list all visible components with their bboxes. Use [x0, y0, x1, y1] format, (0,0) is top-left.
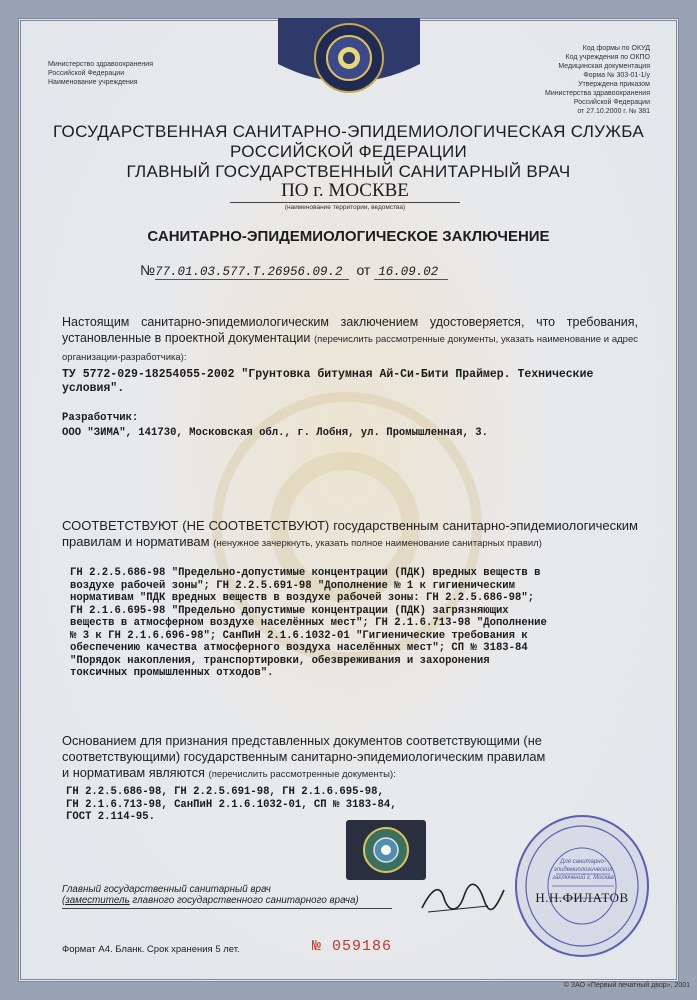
emblem-logo [278, 18, 420, 96]
ministry-line-1: Министерство здравоохранения [48, 61, 153, 68]
intro-note: (перечислить рассмотренные документы, указать наименование и адрес организации-разработчика): [62, 334, 639, 363]
header-right [520, 44, 650, 116]
printer-credit: © ЗАО «Первый печатный двор», 2001 [563, 982, 690, 989]
federation-line: Российской Федерации [573, 99, 650, 106]
number-row [140, 262, 580, 279]
handwritten-signature [418, 878, 508, 918]
signature-line [62, 908, 392, 909]
basis-line-2: соответствующими) государственным санитарно-эпидемиологическим правилам [62, 749, 546, 764]
certificate-date: 16.09.02 [374, 265, 448, 280]
hologram-icon [346, 820, 426, 880]
title-line-1: ГОСУДАРСТВЕННАЯ САНИТАРНО-ЭПИДЕМИОЛОГИЧЕСКАЯ СЛУЖБА [53, 122, 644, 141]
document-title: САНИТАРНО-ЭПИДЕМИОЛОГИЧЕСКОЕ ЗАКЛЮЧЕНИЕ [147, 228, 550, 245]
number-prefix: № [140, 262, 156, 278]
norms-line: "Порядок накопления, транспортировки, обезвреживания и захоронения [70, 654, 490, 667]
ministry-line: Министерства здравоохранения [545, 90, 650, 97]
norms-line: № 3 к ГН 2.1.6.696-98"; СанПиН 2.1.6.1032-01 "Гигиенические требования к [70, 629, 528, 642]
institution-label: Наименование учреждения [48, 79, 138, 86]
approved-line: Утверждена приказом [578, 81, 650, 88]
header-left [48, 60, 198, 87]
date-prefix: от [356, 262, 371, 278]
norms-line: веществ в атмосферном воздухе населённых мест"; ГН 2.1.6.713-98 "Дополнение [70, 617, 547, 629]
order-date-line: от 27.10.2000 г. № 381 [577, 108, 650, 115]
basis-line-3: и нормативам являются [62, 765, 205, 780]
basis-item: ГН 2.1.6.713-98, СанПиН 2.1.6.1032-01, СП № 3183-84, [66, 798, 397, 811]
footer-format: Формат А4. Бланк. Срок хранения 5 лет. [62, 944, 240, 955]
med-doc-line: Медицинская документация [558, 63, 650, 70]
norms-line: нормативам "ПДК вредных веществ в воздухе рабочей зоны: ГН 2.2.5.686-98"; [70, 592, 535, 604]
title-line-2: РОССИЙСКОЙ ФЕДЕРАЦИИ [229, 142, 467, 161]
basis-item: ГОСТ 2.114-95. [66, 811, 156, 823]
serial-number [312, 938, 462, 955]
territory [230, 180, 460, 212]
intro-paragraph [62, 314, 638, 366]
basis-line-1: Основанием для признания представленных документов соответствующими (не [62, 733, 542, 748]
norms-line: токсичных промышленных отходов". [70, 667, 274, 679]
certificate-number: 77.01.03.577.Т.26956.09.2 [155, 265, 349, 280]
developer-info: ООО "ЗИМА", 141730, Московская обл., г. Лобня, ул. Промышленная, 3. [62, 427, 488, 439]
form-code-line: Код формы по ОКУД [582, 45, 650, 52]
basis-note: (перечислить рассмотренные документы): [208, 769, 396, 780]
stamp-text: Для санитарно-эпидемиологических заключений г. Москва [552, 859, 614, 881]
signature-caption [62, 884, 392, 906]
conformity-paragraph [62, 518, 638, 552]
norms-line: воздухе рабочей зоны"; ГН 2.2.5.691-98 "Дополнение № 1 к гигиеническим [70, 579, 516, 592]
basis-item: ГН 2.2.5.686-98, ГН 2.2.5.691-98, ГН 2.1.6.695-98, [66, 786, 384, 798]
serial-prefix: № [312, 938, 323, 955]
form-number-line: Форма № 303-01-1/у [583, 72, 650, 79]
deputy-label-rest: главного государственного санитарного врача) [129, 895, 359, 906]
intro-main: Настоящим санитарно-эпидемиологическим заключением удостоверяется, что требования, установленные в проектной документации [62, 315, 638, 345]
norms-line: обеспечению качества атмосферного воздуха населённых мест"; СП № 3183-84 [70, 642, 528, 654]
basis-paragraph [62, 733, 642, 783]
official-stamp [512, 812, 652, 960]
ministry-line-2: Российской Федерации [48, 70, 125, 77]
norms-line: ГН 2.2.5.686-98 "Предельно-допустимые концентрации (ПДК) вредных веществ в [70, 567, 541, 579]
conformity-note: (ненужное зачеркнуть, указать полное наименование санитарных правил) [213, 538, 542, 549]
territory-name: ПО г. МОСКВЕ [230, 180, 460, 203]
title-block [40, 122, 657, 182]
document-name: ТУ 5772-029-18254055-2002 "Грунтовка битумная Ай-Си-Бити Праймер. Технические условия". [62, 368, 594, 395]
norms-list [70, 567, 636, 680]
okpo-line: Код учреждения по ОКПО [565, 54, 650, 61]
serial-value: 059186 [332, 938, 393, 955]
developer-label: Разработчик: [62, 412, 139, 424]
conformity-main: СООТВЕТСТВУЮТ (НЕ СООТВЕТСТВУЮТ) государственным санитарно-эпидемиологическим правилам и нормативам [62, 518, 638, 549]
norms-line: ГН 2.1.6.695-98 "Предельно допустимые концентрации (ПДК) загрязняющих [70, 604, 509, 617]
territory-note: (наименование территории, ведомства) [284, 204, 406, 211]
title-line-3: ГЛАВНЫЙ ГОСУДАРСТВЕННЫЙ САНИТАРНЫЙ ВРАЧ [126, 162, 571, 181]
signer-name: Н.Н.ФИЛАТОВ [535, 890, 629, 905]
chief-doctor-label: Главный государственный санитарный врач [62, 884, 271, 895]
deputy-label: (заместитель [62, 895, 130, 906]
basis-list [66, 786, 466, 824]
